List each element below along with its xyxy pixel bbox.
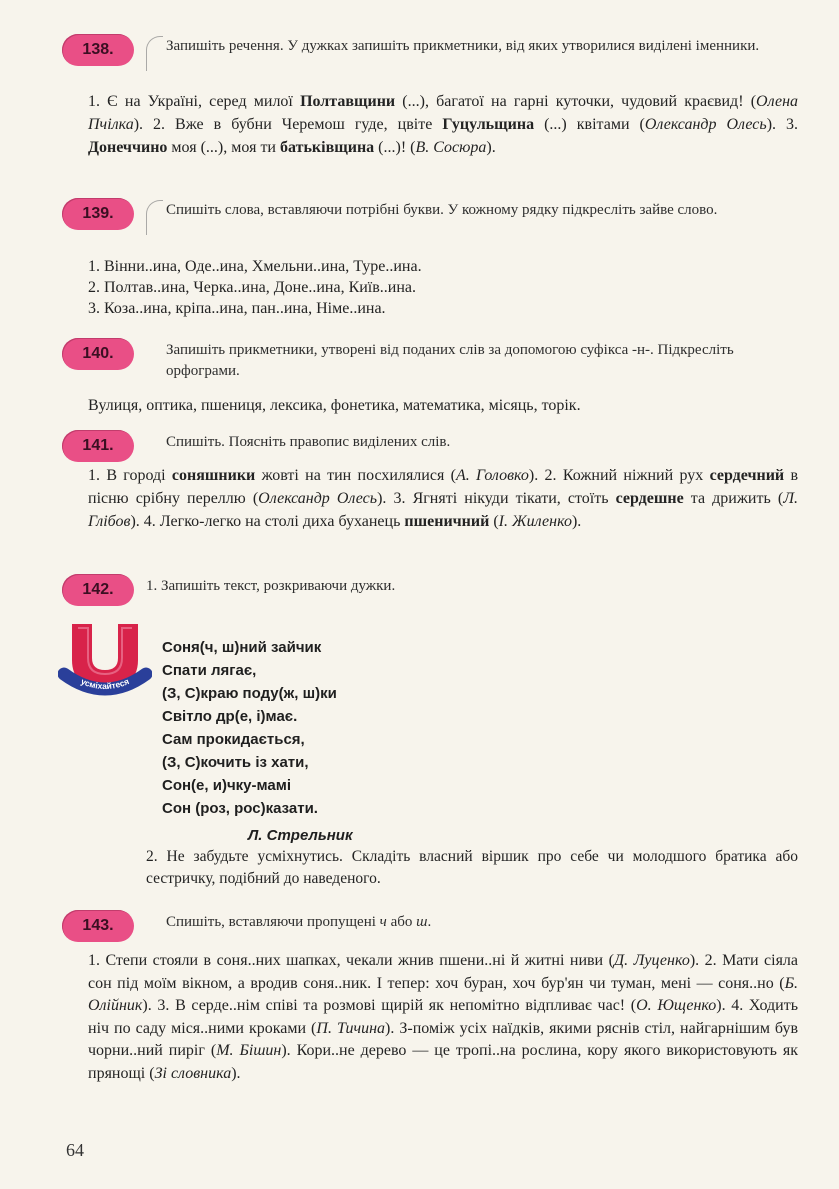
exercise-number-badge: 142. [62,574,134,606]
exercise-task: 1. Запишіть текст, розкриваючи дужки. [146,578,396,594]
exercise-number-badge: 139. [62,198,134,230]
exercise-task: Запишіть прикметники, утворені від поданих слів за допомогою суфікса -н-. Підкресліть орфограми. [166,342,734,379]
exercise-task: Запишіть речення. У дужках запишіть прикметники, від яких утворилися виділені іменники. [166,38,760,54]
poem [162,636,353,847]
exercise-task: Спишіть. Поясніть правопис виділених слів. [166,434,451,450]
exercise-number-badge: 143. [62,910,134,942]
exercise-task: Спишіть, вставляючи пропущені ч або ш. [166,914,432,930]
exercise-number-badge: 140. [62,338,134,370]
exercise-number-badge: 141. [62,430,134,462]
word-list: Вулиця, оптика, пшениця, лексика, фонетика, математика, місяць, торік. [88,397,581,414]
exercise-task-2: 2. Не забудьте усміхнутись. Складіть власний віршик про себе чи молодшого братика або сестричку, подібний до наведеного. [146,848,798,887]
exercise-text: 1. Степи стояли в соня..них шапках, чекали жнив пшени..ні й житні ниви (Д. Луценко). 2. Мати сіяла сон під моїм вікном, а вродив соня..ник. І тепер: хоч буран, хоч бур'ян чи туман, мені — соня..но (Б. Олійник). 3. В серде..нім співі та розмові щирій як непомітно відпливає час! (О. Ющенко). 4. Ходить ніч по саду міся..ними кроками (П. Тичина). З-поміж усіх наїдків, якими ряснів стіл, найгарнішим був чорни..ний пиріг (М. Бішин). Кори..не дерево — це тропі..на рослина, кору якого використовують як прянощі (Зі словника). [88,952,799,1082]
bracket-decoration [146,200,163,235]
exercise-task: Спишіть слова, вставляючи потрібні букви. У кожному рядку підкресліть зайве слово. [166,202,718,218]
poem-line: (З, С)кочить із хати, [162,754,309,771]
exercise-138 [58,34,799,156]
poem-line: Світло др(е, і)має. [162,708,298,725]
poem-line: Сам прокидається, [162,731,305,748]
exercise-139 [58,198,798,317]
svg-text:усміхайтеся: усміхайтеся [79,676,131,692]
bracket-decoration [146,36,163,71]
page-number: 64 [66,1140,84,1160]
exercise-142 [58,574,798,887]
exercise-text: 1. В городі соняшники жовті на тин посхилялися (А. Головко). 2. Кожний ніжний рух сердечний в пісню срібну переллю (Олександр Олесь). 3. Ягняті нікуди тікати, стоїть сердешне та дрижить (Л. Глібов). 4. Легко-легко на столі диха буханець пшеничний (І. Жиленко). [88,467,799,530]
poem-author: Л. Стрельник [248,827,353,844]
exercise-text: 1. Є на Україні, серед милої Полтавщини (...), багатої на гарні куточки, чудовий краєвид! (Олена Пчілка). 2. Вже в бубни Черемош гуде, цвіте Гуцульщина (...) квітами (Олександр Олесь). 3. Донеччино моя (...), моя ти батьківщина (...)! (В. Сосюра). [88,93,799,156]
exercise-number-badge: 138. [62,34,134,66]
smile-logo-icon [58,618,152,698]
list-item: 3. Коза..ина, кріпа..ина, пан..ина, Німе..ина. [88,300,386,317]
list-item: 1. Вінни..ина, Оде..ина, Хмельни..ина, Туре..ина. [88,258,422,275]
poem-line: Сон (роз, рос)казати. [162,800,318,817]
poem-line: Соня(ч, ш)ний зайчик [162,639,322,656]
word-list [88,256,798,319]
exercise-143 [58,910,799,1082]
exercise-140 [58,338,798,414]
list-item: 2. Полтав..ина, Черка..ина, Доне..ина, Київ..ина. [88,279,417,296]
exercise-141 [58,430,799,530]
poem-line: Сон(е, и)чку-мамі [162,777,292,794]
poem-line: (З, С)краю поду(ж, ш)ки [162,685,337,702]
poem-line: Спати лягає, [162,662,257,679]
